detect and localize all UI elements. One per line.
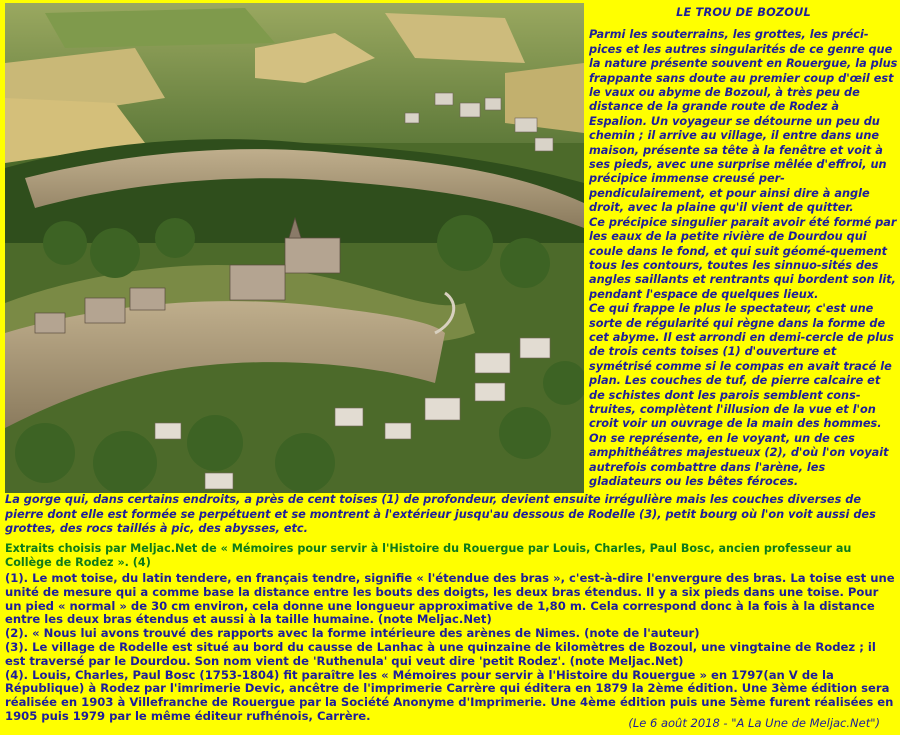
footnotes	[5, 572, 895, 724]
page-title: LE TROU DE BOZOUL	[676, 6, 811, 19]
aerial-photo-bozoul	[5, 3, 584, 493]
side-text-column	[589, 4, 898, 489]
side-paragraph: On se représente, en le voyant, un de ces amphithéâtres majestueux (2), d'où l'on voyait autrefois combattre dans l'arène, les gladiateurs ou les bêtes féroces.	[589, 431, 889, 488]
side-paragraph: Ce qui frappe le plus le spectateur, c'est une sorte de régularité qui règne dans la forme de cet abyme. Il est arrondi en demi-cercle de plus de trois cents toises (1) d'ouverture et symétrisé comme si le compas en avait tracé le plan. Les couches de tuf, de pierre calcaire et de schistes dont les parois semblent cons-truites, complètent l'illusion de la vue et l'on croit voir un ouvrage de la main des hommes.	[589, 302, 894, 431]
bottom-paragraph: La gorge qui, dans certains endroits, a près de cent toises (1) de profondeur, devient ensuite irrégulière mais les couches diverses de pierre dont elle est formée se perpétuent et se montrent à l'extérieur jusqu'au dessous de Rodelle (3), petit bourg où l'on voit aussi des grottes, des rocs taillés à pic, des abysses, etc.	[5, 493, 876, 536]
side-paragraph: Parmi les souterrains, les grottes, les préci-pices et les autres singularités de ce genre que la nature présente souvent en Rouergue, la plus frappante sans doute au premier coup d'œil est le vaux ou abyme de Bozoul, à très peu de distance de la grande route de Rodez à Espalion. Un voyageur se détourne un peu du chemin ; il arrive au village, il entre dans une maison, présente sa tête à la fenêtre et voit à ses pieds, avec une surprise mêlée d'effroi, un précipice immense creusé per-pendiculairement, et pour ainsi dire à angle droit, avec la plaine qu'il vient de quitter.	[589, 28, 898, 215]
footnote: (1). Le mot toise, du latin tendere, en français tendre, signifie « l'étendue des bras », c'est-à-dire l'envergure des bras. La toise est une unité de mesure qui a comme base la distance entre les bouts des doigts, les deux bras étendus. Il y a six pieds dans une toise. Pour un pied « normal » de 30 cm environ, cela donne une longueur approximative de 1,80 m. Cela correspond donc à la fois à la distance entre les deux bras étendus et aussi à la taille humaine. (note Meljac.Net)	[5, 571, 895, 627]
footnote: (4). Louis, Charles, Paul Bosc (1753-1804) fit paraître les « Mémoires pour servir à l'Histoire du Rouergue » en 1797(an V de la République) à Rodez par l'imrimerie Devic, ancêtre de l'imprimerie Carrère qui éditera en 1879 la 2ème édition. Une 3ème édition sera réalisée en 1903 à Villefranche de Rouergue par la Société Anonyme d'Imprimerie. Une 4ème édition puis une 5ème furent réalisées en 1905 puis 1979 par le même éditeur rufhénois, Carrère.	[5, 667, 894, 723]
credit-line: (Le 6 août 2018 - "A La Une de Meljac.Net")	[628, 716, 880, 730]
side-paragraph: Ce précipice singulier parait avoir été formé par les eaux de la petite rivière de Dourdou qui coule dans le fond, et qui suit géomé-quement tous les contours, toutes les sinnuo-sités des angles saillants et rentrants qui bordent son lit, pendant l'espace de quelques lieux.	[589, 215, 897, 301]
extract-citation: Extraits choisis par Meljac.Net de « Mémoires pour servir à l'Histoire du Rouergue par Louis, Charles, Paul Bosc, ancien professeur au Collège de Rodez ». (4)	[5, 542, 852, 569]
footnote: (2). « Nous lui avons trouvé des rapports avec la forme intérieure des arènes de Nimes. (note de l'auteur)	[5, 626, 700, 641]
footnote: (3). Le village de Rodelle est situé au bord du causse de Lanhac à une quinzaine de kilomètres de Bozoul, une vingtaine de Rodez ; il est traversé par le Dourdou. Son nom vient de 'Ruthenula' qui veut dire 'petit Rodez'. (note Meljac.Net)	[5, 639, 876, 668]
